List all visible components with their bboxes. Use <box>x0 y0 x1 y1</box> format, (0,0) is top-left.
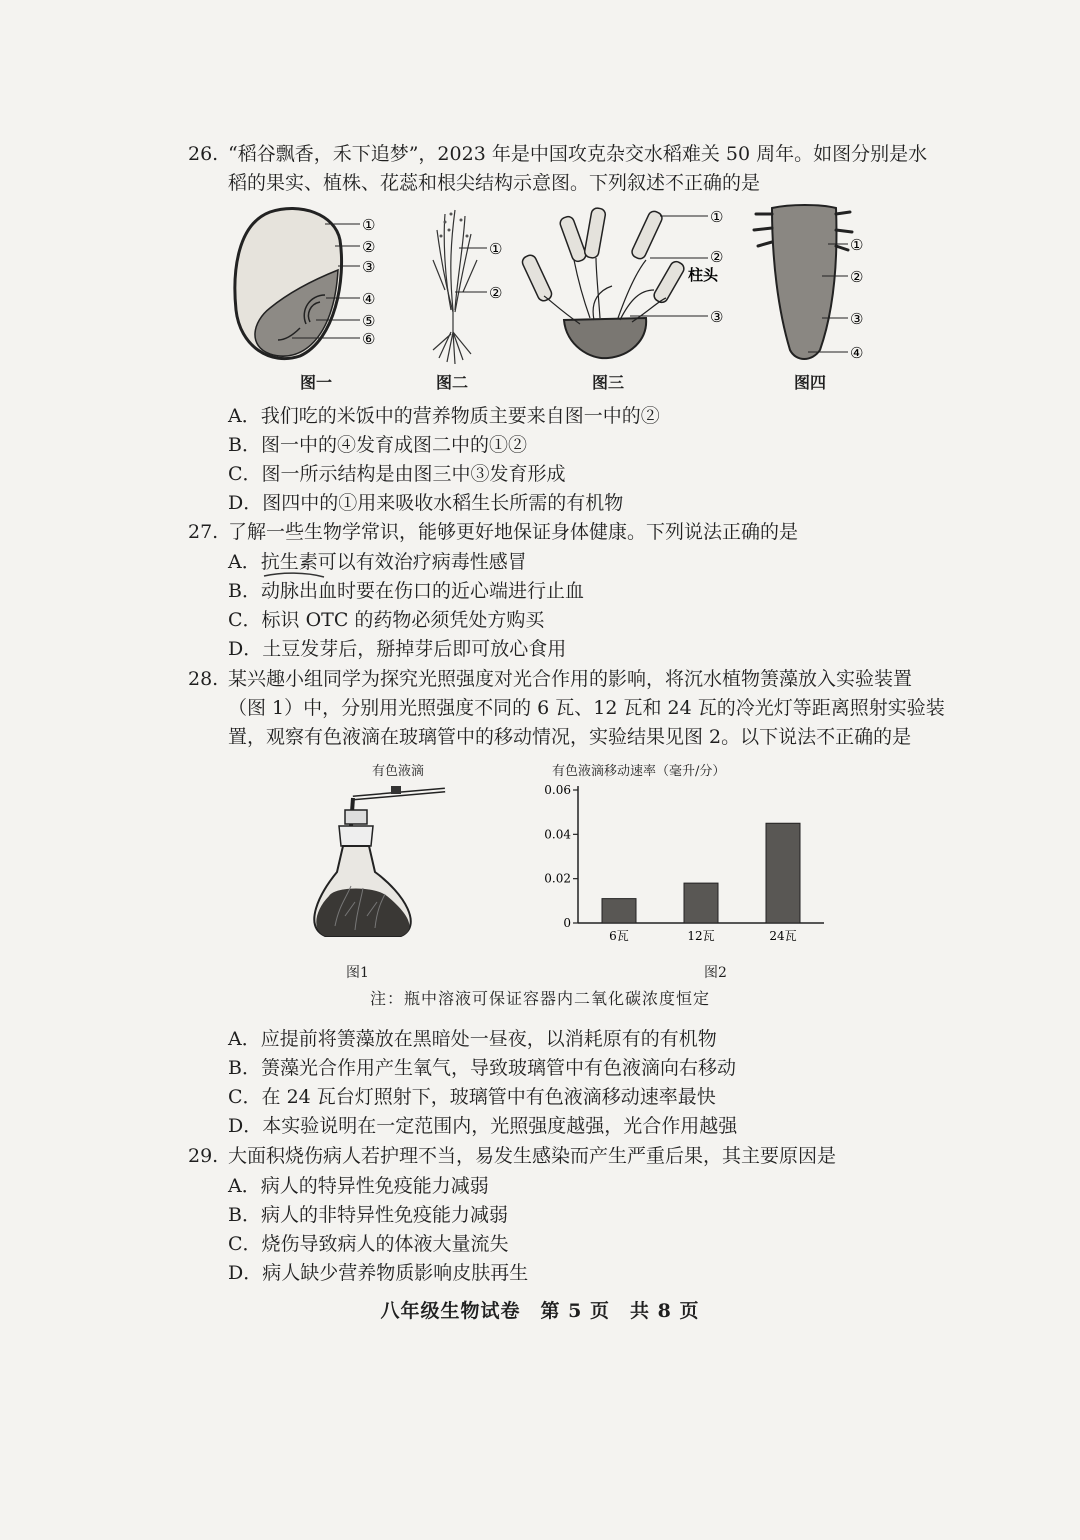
figure-note: 注：瓶中溶液可保证容器内二氧化碳浓度恒定 <box>369 989 710 1008</box>
q29-option-d: D．病人缺少营养物质影响皮肤再生 <box>228 1262 529 1284</box>
bar <box>766 823 800 923</box>
fig1-label-6: ⑥ <box>362 330 376 348</box>
q26-option-b: B．图一中的④发育成图二中的①② <box>228 434 527 456</box>
fig3-label-3: ③ <box>710 308 724 326</box>
fig4-caption: 图四 <box>794 373 827 392</box>
figure-rice-grain <box>230 200 400 370</box>
q28-option-c: C．在 24 瓦台灯照射下，玻璃管中有色液滴移动速率最快 <box>228 1086 716 1108</box>
chart-title: 有色液滴移动速率（毫升/分） <box>552 764 726 779</box>
q28-line3: 置，观察有色液滴在玻璃管中的移动情况，实验结果见图 2。以下说法不正确的是 <box>228 726 912 748</box>
q28-line2: （图 1）中，分别用光照强度不同的 6 瓦、12 瓦和 24 瓦的冷光灯等距离照射实验装 <box>228 697 945 719</box>
q26-line2: 稻的果实、植株、花蕊和根尖结构示意图。下列叙述不正确的是 <box>228 172 761 194</box>
fig2-label-1: ① <box>489 240 503 258</box>
fig3-label-stigma: 柱头 <box>688 266 719 284</box>
fig3-caption: 图三 <box>592 373 625 392</box>
q28-option-b: B．箦藻光合作用产生氧气，导致玻璃管中有色液滴向右移动 <box>228 1057 736 1079</box>
fig1-label-5: ⑤ <box>362 312 376 330</box>
y-tick-label: 0 <box>563 916 571 930</box>
bar <box>602 899 636 923</box>
y-tick-label: 0.02 <box>544 871 571 886</box>
fig2-caption-q28: 图2 <box>704 965 727 981</box>
q29-option-c: C．烧伤导致病人的体液大量流失 <box>228 1233 509 1255</box>
x-tick-label: 12瓦 <box>687 929 715 943</box>
y-tick-label: 0.04 <box>544 827 571 842</box>
q26-option-d: D．图四中的①用来吸收水稻生长所需的有机物 <box>228 492 624 514</box>
fig3-label-1: ① <box>710 208 724 226</box>
figure-flask-apparatus <box>305 776 455 946</box>
figure-root-tip <box>750 200 890 370</box>
fig3-label-2: ② <box>710 248 724 266</box>
q28-option-d: D．本实验说明在一定范围内，光照强度越强，光合作用越强 <box>228 1115 738 1137</box>
fig1-label-2: ② <box>362 238 376 256</box>
fig1-colored-drop-label: 有色液滴 <box>372 764 425 779</box>
fig1-caption: 图一 <box>300 373 333 392</box>
bar <box>684 883 718 923</box>
figure-rice-plant <box>415 200 525 370</box>
fig4-label-4: ④ <box>850 344 864 362</box>
figure-rice-flower <box>520 200 735 370</box>
q26-option-c: C．图一所示结构是由图三中③发育形成 <box>228 463 566 485</box>
x-tick-label: 24瓦 <box>769 929 797 943</box>
y-tick-label: 0.06 <box>544 783 571 797</box>
fig1-caption-q28: 图1 <box>346 965 369 981</box>
q26-option-a: A．我们吃的米饭中的营养物质主要来自图一中的② <box>228 405 660 427</box>
x-tick-label: 6瓦 <box>609 929 629 943</box>
fig2-label-2: ② <box>489 284 503 302</box>
fig4-label-1: ① <box>850 236 864 254</box>
q27-option-a: A．抗生素可以有效治疗病毒性感冒 <box>228 551 527 573</box>
q29-stem: 29. 大面积烧伤病人若护理不当，易发生感染而产生严重后果，其主要原因是 <box>188 1145 837 1167</box>
fig2-caption: 图二 <box>436 373 469 392</box>
q29-option-b: B．病人的非特异性免疫能力减弱 <box>228 1204 508 1226</box>
page-footer: 八年级生物试卷 第 5 页 共 8 页 <box>380 1300 700 1322</box>
fig1-label-4: ④ <box>362 290 376 308</box>
q27-option-b: B．动脉出血时要在伤口的近心端进行止血 <box>228 580 584 602</box>
q27-option-c: C．标识 OTC 的药物必须凭处方购买 <box>228 609 545 631</box>
q26-line1: 26. “稻谷飘香，禾下追梦”，2023 年是中国攻克杂交水稻难关 50 周年。如图分别是水 <box>188 143 928 165</box>
q28-option-a: A．应提前将箦藻放在黑暗处一昼夜，以消耗原有的有机物 <box>228 1028 717 1050</box>
q28-line1: 28. 某兴趣小组同学为探究光照强度对光合作用的影响，将沉水植物箦藻放入实验装置 <box>188 668 913 690</box>
fig4-label-2: ② <box>850 268 864 286</box>
q27-option-d: D．土豆发芽后，掰掉芽后即可放心食用 <box>228 638 567 660</box>
fig1-label-1: ① <box>362 216 376 234</box>
q29-option-a: A．病人的特异性免疫能力减弱 <box>228 1175 489 1197</box>
bar-chart <box>540 778 830 950</box>
fig1-label-3: ③ <box>362 258 376 276</box>
fig4-label-3: ③ <box>850 310 864 328</box>
q27-stem: 27. 了解一些生物学常识，能够更好地保证身体健康。下列说法正确的是 <box>188 521 799 543</box>
